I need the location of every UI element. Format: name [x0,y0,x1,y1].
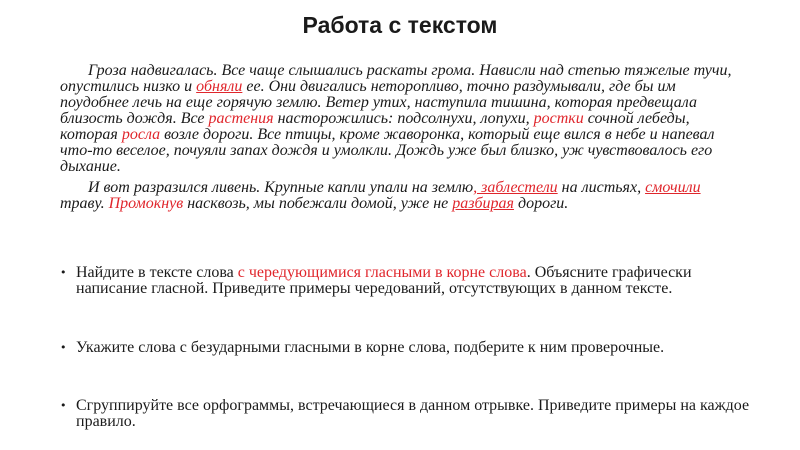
text-passage [60,63,740,212]
task-highlight: с чередующимися гласными в корне слова [237,264,527,281]
passage-paragraph-1 [60,63,740,175]
passage-text: насторожились: подсолнухи, лопухи, [273,110,534,127]
task-item-3 [60,398,750,430]
task-text-part: Найдите в тексте слова [76,264,238,281]
passage-text: ее. Они двигались неторопливо, точно раздумывали, где бы им поудобнее лечь на еще горячую землю. Ветер утих, наступила тишина, которая предвещала близость дождя. Все [60,78,697,127]
bullet-icon: • [60,399,67,412]
task-text: Сгруппируйте все орфограммы, встречающиеся в данном отрывке. Приведите примеры на каждое правило. [76,397,750,430]
passage-text: возле дороги. Все птицы, кроме жаворонка, который еще вился в небе и напевал что-то веселое, почуяли запах дождя и умолкли. Дождь уже был близко, уж чувствовалось его дыхание. [60,126,715,175]
passage-text: траву. [60,195,109,212]
highlighted-word: разбирая [452,195,514,212]
highlighted-word: , заблестели [473,179,558,196]
slide-title: Работа с текстом [302,12,498,38]
passage-text: И вот разразился ливень. Крупные капли упали на землю [88,179,474,196]
passage-text: сочной лебеды, которая [60,110,690,143]
task-item-1 [60,265,750,297]
bullet-icon: • [60,266,67,279]
bullet-icon: • [60,341,67,354]
task-text-part: . Объясните графически написание гласной. Приведите примеры чередований, отсутствующих в данном тексте. [76,264,692,297]
passage-text: Гроза надвигалась. Все чаще слышались раскаты грома. Нависли над степью тяжелые тучи, опустились низко и [60,62,732,95]
passage-paragraph-2 [60,180,740,212]
highlighted-word: обняли [196,78,243,95]
highlighted-word: смочили [645,179,701,196]
passage-text: дороги. [513,195,569,212]
task-text: Укажите слова с безударными гласными в корне слова, подберите к ним проверочные. [76,339,665,356]
task-item-2 [60,340,750,356]
highlighted-word: ростки [533,110,584,127]
passage-text: насквозь, мы побежали домой, уже не [183,195,453,212]
passage-text: на листьях, [557,179,646,196]
task-text [76,265,750,297]
highlighted-word: росла [121,126,161,143]
highlighted-word: растения [208,110,274,127]
highlighted-word: Промокнув [108,195,184,212]
